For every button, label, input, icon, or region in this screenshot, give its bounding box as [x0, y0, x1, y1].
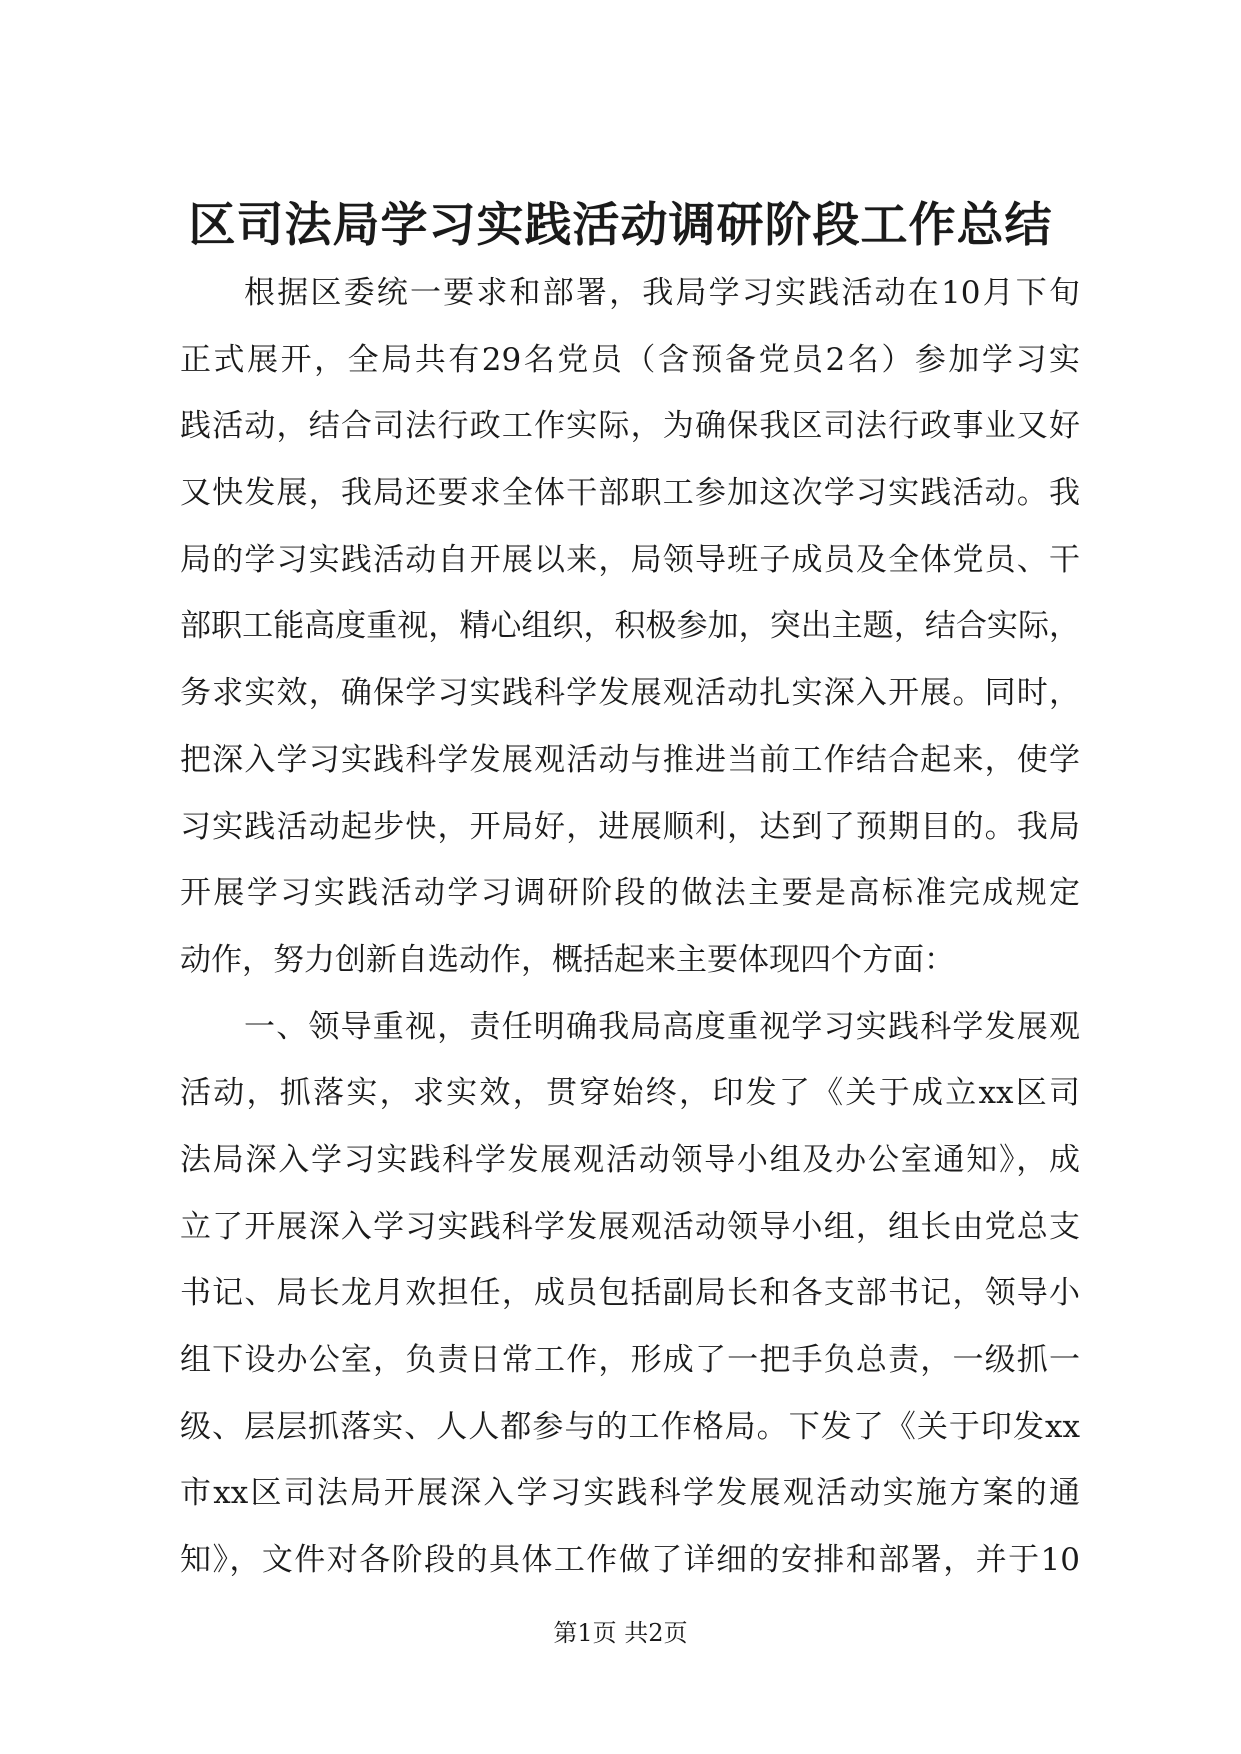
paragraph-line: 又快发展，我局还要求全体干部职工参加这次学习实践活动。我 [180, 475, 1080, 512]
paragraph-line: 书记、局长龙月欢担任，成员包括副局长和各支部书记，领导小 [180, 1275, 1080, 1312]
page-number-footer: 第1页 共2页 [553, 1619, 688, 1647]
paragraph-line: 践活动，结合司法行政工作实际，为确保我区司法行政事业又好 [180, 408, 1080, 445]
paragraph-line: 一、领导重视，责任明确我局高度重视学习实践科学发展观 [244, 1008, 1080, 1045]
paragraph-line: 动作，努力创新自选动作，概括起来主要体现四个方面： [180, 941, 955, 978]
paragraph-line: 习实践活动起步快，开局好，进展顺利，达到了预期目的。我局 [180, 808, 1080, 845]
paragraph-line: 组下设办公室，负责日常工作，形成了一把手负总责，一级抓一 [180, 1342, 1080, 1378]
paragraph-line: 务求实效，确保学习实践科学发展观活动扎实深入开展。同时， [180, 675, 1080, 712]
paragraph-line: 立了开展深入学习实践科学发展观活动领导小组，组长由党总支 [180, 1208, 1080, 1245]
paragraph-line: 把深入学习实践科学发展观活动与推进当前工作结合起来，使学 [180, 741, 1080, 778]
paragraph-line: 正式展开，全局共有29名党员（含预备党员2名）参加学习实 [180, 341, 1080, 378]
paragraph-line: 法局深入学习实践科学发展观活动领导小组及办公室通知》，成 [180, 1141, 1080, 1178]
paragraph-line: 开展学习实践活动学习调研阶段的做法主要是高标准完成规定 [180, 875, 1080, 912]
paragraph-2 [180, 994, 1080, 1594]
paragraph-1 [180, 260, 1080, 994]
paragraph-line: 局的学习实践活动自开展以来，局领导班子成员及全体党员、干 [180, 541, 1080, 578]
paragraph-line: 市xx区司法局开展深入学习实践科学发展观活动实施方案的通 [180, 1475, 1080, 1512]
document-title: 区司法局学习实践活动调研阶段工作总结 [188, 198, 1053, 253]
document-body [180, 260, 1080, 1594]
paragraph-line: 级、层层抓落实、人人都参与的工作格局。下发了《关于印发xx [180, 1408, 1080, 1445]
paragraph-line: 部职工能高度重视，精心组织，积极参加，突出主题，结合实际， [180, 608, 1080, 645]
paragraph-line: 知》，文件对各阶段的具体工作做了详细的安排和部署，并于10 [180, 1542, 1080, 1579]
paragraph-line: 活动，抓落实，求实效，贯穿始终，印发了《关于成立xx区司 [180, 1075, 1080, 1112]
paragraph-line: 根据区委统一要求和部署，我局学习实践活动在10月下旬 [244, 275, 1080, 311]
